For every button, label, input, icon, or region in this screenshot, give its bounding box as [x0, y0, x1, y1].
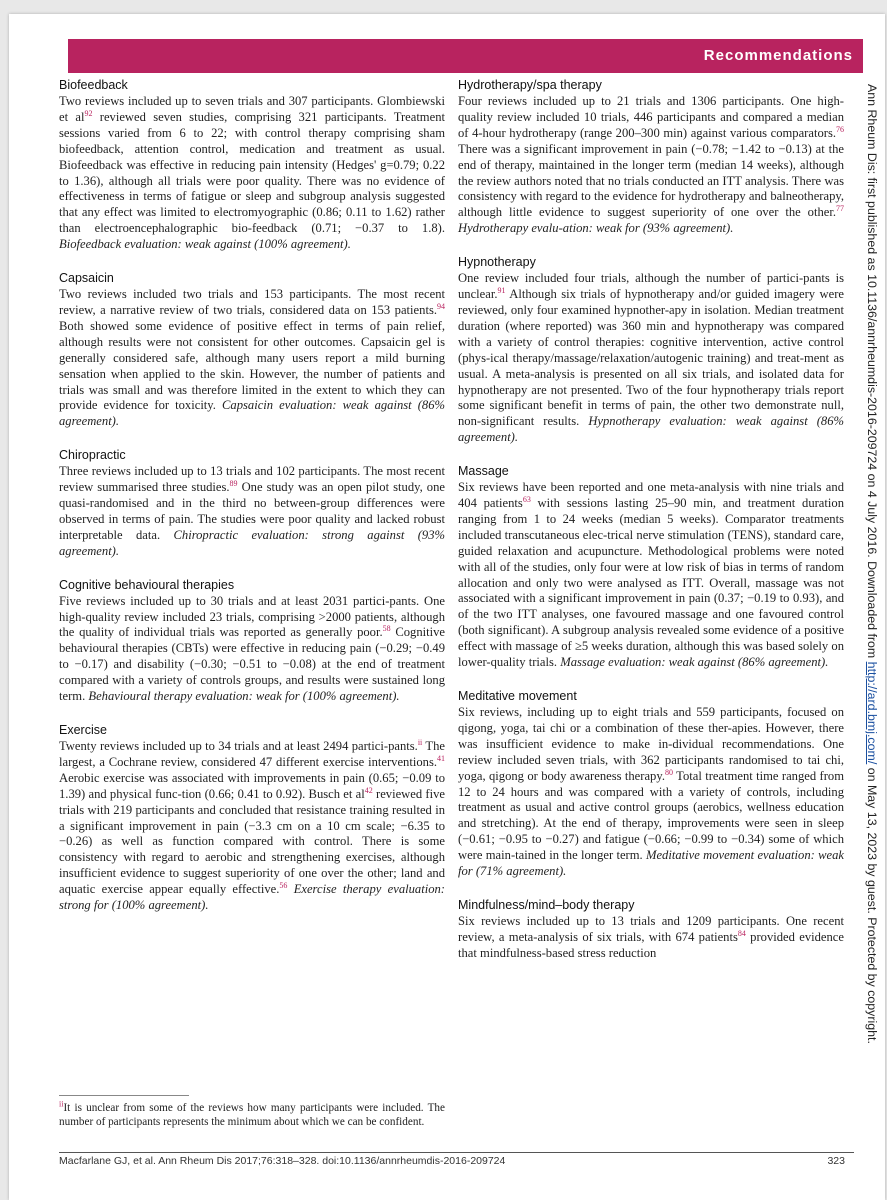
- reference-link[interactable]: 80: [664, 767, 673, 777]
- journal-page: [9, 14, 885, 1200]
- section-heading: Exercise: [59, 723, 107, 737]
- section-heading: Hypnotherapy: [458, 255, 536, 270]
- section-capsaicin: [59, 267, 445, 430]
- reference-link[interactable]: 77: [836, 204, 844, 214]
- section-heading: Cognitive behavioural therapies: [59, 577, 235, 592]
- evaluation-text: Behavioural therapy evaluation: weak for (100% agreement).: [88, 689, 400, 704]
- section-cbt: [59, 574, 445, 705]
- section-body: Six reviews included up to 13 trials and 1209 participants. One recent review, a meta-analysis of six trials, with 674 patients$^{84}$ provided evidence that mindfulness-based stress reduction: [458, 913, 844, 960]
- section-body: Five reviews included up to 30 trials and at least 2031 partici-pants. One high-quality review included 23 trials, comprising >2000 patients, although the quality of individual trials was reported as generally poor.$^{58}$ Cognitive behavioural therapies (CBTs) were effective in reducing pain (−0.29; −0.49 to −0.17) and disability (−0.30; −0.51 to −0.08) at the end of treatment compared with a variety of controls groups, and results were sustained long term. Behavioural therapy evaluation: weak for (100% agreement).: [59, 593, 445, 704]
- reference-link[interactable]: 94: [437, 301, 445, 311]
- right-column: [458, 74, 844, 976]
- left-column: [59, 74, 445, 928]
- banner-title: Recommendations: [703, 47, 853, 64]
- side-watermark: [861, 84, 881, 1044]
- reference-link[interactable]: 76: [836, 124, 844, 134]
- reference-link[interactable]: 58: [382, 624, 391, 634]
- section-body: Two reviews included two trials and 153 participants. The most recent review, a narrative review of two trials, considered data on 153 patients.$^{94}$ Both showed some evidence of positive effect in terms of pain relief, although results were not consistent for other outcomes. Capsaicin gel is generally considered safe, although many users report a mild burning sensation when applied to the skin. However, the number of patients and trials was small and was therefore limited in the extent to which they can provide evidence for toxicity. Capsaicin evaluation: weak against (86% agreement).: [59, 287, 446, 429]
- footnote-marker: ii: [59, 1099, 64, 1109]
- reference-link[interactable]: 84: [737, 928, 746, 938]
- download-link[interactable]: http://ard.bmj.com/: [865, 661, 879, 765]
- reference-link[interactable]: 63: [522, 494, 531, 504]
- section-body: One review included four trials, although the number of partici-pants is unclear.$^{91}$ Although six trials of hypnotherapy and/or guided imagery were reviewed, only four examined hypnother-apy in isolation. Median treatment duration (where reported) was 360 min and hypnotherapy was compared with a variety of control therapies: cognitive intervention, active control (phys-ical therapy/massage/relaxation/autogenic training) and treat-ment as usual. A meta-analysis is presented on all six trials, and isolated data for hypnotherapy are not presented. Two of the four hypnotherapy trials report some significant benefit in terms of pain, the other two demonstrate null, non-significant results. Hypnotherapy evaluation: weak against (86% agreement).: [458, 271, 844, 445]
- footnote: [59, 1099, 445, 1129]
- evaluation-text: Meditative movement evaluation: weak for (71% agreement).: [458, 848, 844, 879]
- reference-link[interactable]: 56: [279, 880, 288, 890]
- section-meditative-movement: [458, 685, 844, 880]
- section-massage: [458, 460, 844, 671]
- section-heading: Mindfulness/mind–body therapy: [458, 897, 635, 912]
- section-exercise: [59, 719, 445, 914]
- footnote-text: It is unclear from some of the reviews how many participants were included. The number of participants represents the minimum about which we can be confident.: [59, 1102, 445, 1128]
- section-body: Twenty reviews included up to 34 trials and at least 2494 partici-pants.$^{ii}$ The largest, a Cochrane review, considered 47 different exercise interventions.$^{41}$ Aerobic exercise was associated with improvements in pain (0.65; −0.09 to 1.39) and physical func-tion (0.66; 0.41 to 0.92). Busch et $al^{42}$ reviewed five trials with 219 participants and concluded that resistance training resulted in a significant improvement in pain (−3.3 cm on a 10 cm scale; −6.35 to −0.26) as well as function compared with control. There is some consistency with regard to aerobic and strengthening exercises, although insufficient evidence to suggest superiority of one over the other; land and aquatic exercise appear equally effective.$^{56}$ Exercise therapy evaluation: strong for (100% agreement).: [59, 737, 445, 913]
- section-hydrotherapy: [458, 74, 844, 237]
- section-heading: Biofeedback: [59, 78, 128, 92]
- section-mindfulness: [458, 894, 844, 962]
- evaluation-text: Exercise therapy evaluation: strong for (100% agreement).: [59, 882, 445, 913]
- evaluation-text: Biofeedback evaluation: weak against (100% agreement).: [59, 237, 351, 252]
- section-heading: Chiropractic: [59, 448, 126, 463]
- section-body: Two reviews included up to seven trials and 307 participants. Glombiewski et $al^{92}$ reviewed seven studies, comprising 321 participants. Treatment sessions varied from 6 to 22; with control therapy comprising sham biofeedback, attention control, medication and treatment as usual. Biofeedback was effective in reducing pain intensity (Hedges' g=0.79; 0.22 to 1.36), although all trials were poor quality. There was no evidence of effectiveness in terms of fatigue or sleep and subgroup analysis suggested that any effect was limited to electromyographic (0.86; 0.11 to 1.62) rather than electroencephalographic bio-feedback (0.71; −0.37 to 1.8). Biofeedback evaluation: weak against (100% agreement).: [59, 94, 445, 252]
- footnote-divider: [59, 1095, 189, 1096]
- section-hypnotherapy: [458, 251, 844, 446]
- reference-link[interactable]: 42: [364, 785, 373, 795]
- section-heading: Massage: [458, 464, 509, 479]
- evaluation-text: Hypnotherapy evaluation: weak against (86% agreement).: [458, 414, 844, 445]
- footer-divider: [59, 1152, 854, 1153]
- reference-link[interactable]: 41: [437, 753, 445, 763]
- section-body: Four reviews included up to 21 trials and 1306 participants. One high-quality review included 10 trials, 446 participants and compared a median of 4-hour hydrotherapy (range 200–300 min) against various comparators.$^{76}$ There was a significant improvement in pain (−0.78; −1.42 to −0.13) at the end of therapy, maintained in the longer term (median 14 weeks), although the review authors noted that no trials conducted an ITT analysis. There was consistency with regard to the evidence for hydrotherapy and balneotherapy, although little evidence to suggest superiority of one over the other.$^{77}$ Hydrotherapy evalu-ation: weak for (93% agreement).: [458, 94, 844, 236]
- side-watermark-text: Ann Rheum Dis: first published as 10.1136/annrheumdis-2016-209724 on 4 July 2016. Downloaded from http://ard.bmj.com/ on May 13, 2023 by guest. Protected by copyright.: [865, 84, 879, 1044]
- section-heading: Hydrotherapy/spa therapy: [458, 78, 602, 92]
- section-body: Six reviews, including up to eight trials and 559 participants, focused on qigong, yoga, tai chi or a combination of these ther-apies. However, there was insufficient evidence to make in-dividual recommendations. One review included seven trials, with 362 participants randomised to tai chi, yoga, qigong or body awareness therapy.$^{80}$ Total treatment time ranged from 12 to 24 hours and was compared with a variety of controls, including treatment as usual and active control groups (aerobics, wellness education and stretching). At the end of therapy, improvements were seen in sleep (−0.61; −0.95 to −0.27) and fatigue (−0.66; −0.99 to −0.34) some of which were main-tained in the longer term. Meditative movement evaluation: weak for (71% agreement).: [458, 705, 844, 879]
- evaluation-text: Capsaicin evaluation: weak against (86% agreement).: [59, 398, 446, 429]
- reference-link[interactable]: 91: [497, 285, 506, 295]
- section-biofeedback: [59, 74, 445, 253]
- page-number: 323: [827, 1155, 845, 1167]
- section-body: Six reviews have been reported and one meta-analysis with nine trials and 404 patients$^{63}$ with sessions lasting 25–90 min, and treatment duration ranging from 1 to 24 weeks (median 5 weeks). Comparator treatments included transcutaneous elec-trical nerve stimulation (TENS), standard care, guided relaxation and acupuncture. Methodological problems were noted with all of the studies, only four were at low risk of bias in terms of random allocation and only two were analysed as ITT. Overall, massage was not associated with a significant improvement in pain (0.37; −0.19 to 0.93), and of the two ITT analyses, one favoured massage and one favoured control (both significant). A subgroup analysis revealed some evidence of a positive effect with massage of ≥5 weeks duration, although this was based solely on lower-quality trials. Massage evaluation: weak against (86% agreement).: [458, 480, 844, 670]
- section-chiropractic: [59, 444, 445, 559]
- footer-citation: Macfarlane GJ, et al. Ann Rheum Dis 2017;76:318–328. doi:10.1136/annrheumdis-2016-209724: [59, 1155, 506, 1167]
- evaluation-text: Chiropractic evaluation: strong against (93% agreement).: [59, 527, 445, 558]
- footnote-marker[interactable]: ii: [417, 737, 423, 747]
- section-heading: Meditative movement: [458, 689, 577, 703]
- evaluation-text: Massage evaluation: weak against (86% agreement).: [560, 655, 829, 670]
- evaluation-text: Hydrotherapy evalu-ation: weak for (93% agreement).: [458, 221, 734, 236]
- section-body: Three reviews included up to 13 trials and 102 participants. The most recent review summarised three studies.$^{89}$ One study was an open pilot study, one quasi-randomised and in the third no between-group differences were observed in terms of pain. The studies were poor quality and lacked robust interpretable data. Chiropractic evaluation: strong against (93% agreement).: [59, 464, 445, 558]
- reference-link[interactable]: 92: [84, 108, 93, 118]
- reference-link[interactable]: 89: [229, 478, 238, 488]
- section-heading: Capsaicin: [59, 271, 114, 286]
- section-banner: [68, 39, 863, 73]
